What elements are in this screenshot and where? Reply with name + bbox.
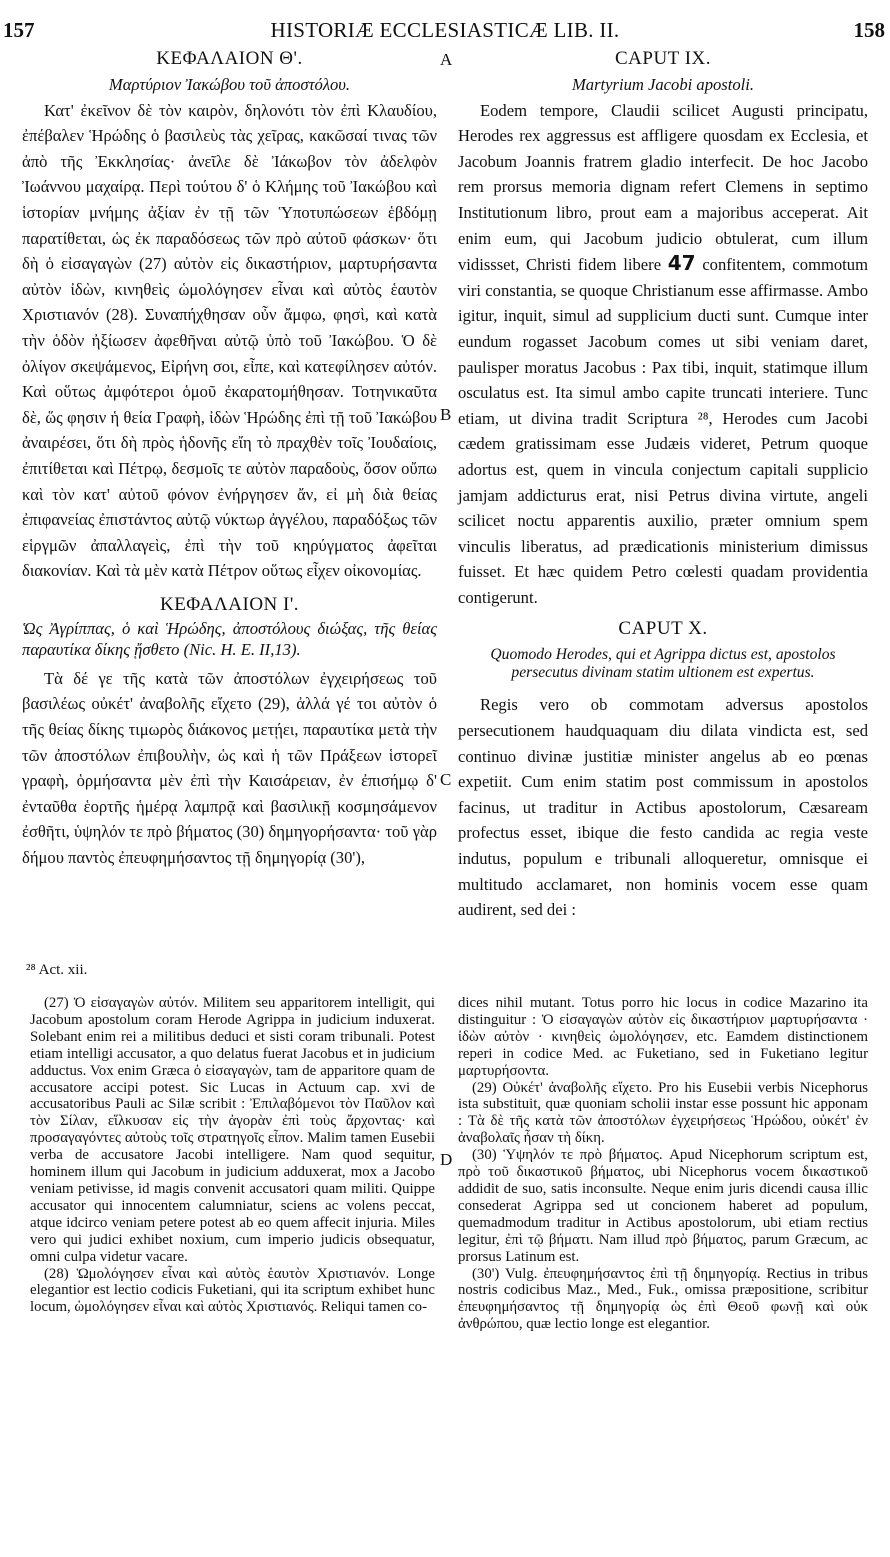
latin-chapter10-title: CAPUT X. [618, 618, 708, 640]
greek-chapter10-text: Τὰ δέ γε τῆς κατὰ τῶν ἀποστόλων ἐγχειρήσεως τοῦ βασιλέως οὐκέτ' ἀναβολῆς εἴχετο (29), ἀλλά γέ τοι αὐτὸν ὁ τῆς θείας δίκης τιμωρὸς διάκονος μετῄει, παραυτίκα μετὰ τὴν τῶν ἀποστόλων ἐπιβουλὴν, ὡς καὶ ἡ τῶν Πράξεων ἱστορεῖ γραφὴ, ὁρμήσαντα μὲν ἐπὶ τὴν Καισάρειαν, ἐν ἐπισήμῳ δ' ἐνταῦθα ἑορτῆς ἡμέρᾳ λαμπρᾷ καὶ βασιλικῇ κοσμησάμενον ἐσθῆτι, ὑψηλόν τε πρὸ βήματος (30) δημηγορήσαντα· τοῦ γὰρ δήμου παντὸς ἐπευφημήσαντος τῇ δημηγορίᾳ (30'), [22, 668, 437, 868]
greek-chapter9-text: Κατ' ἐκεῖνον δὲ τὸν καιρὸν, δηλονότι τὸν ἐπὶ Κλαυδίου, ἐπέβαλεν Ἡρώδης ὁ βασιλεὺς τὰς χεῖρας, κακῶσαί τινας τῶν ἀπὸ τῆς Ἐκκλησίας· ἀνεῖλε δὲ Ἰάκωβον τὸν ἀδελφὸν Ἰωάννου μαχαίρᾳ. Περὶ τούτου δ' ὁ Κλήμης τοῦ Ἰακώβου καὶ ἱστορίαν μνήμης ἀξίαν ἐν τῇ τῶν Ὑποτυπώσεων ἑβδόμῃ παρατίθεται, ὡς ἐκ παραδόσεως τῶν πρὸ αὐτοῦ φάσκων· ὅτι δὴ ὁ εἰσαγαγὼν (27) αὐτὸν εἰς δικαστήριον, μαρτυρήσαντα αὐτὸν ἰδὼν, κινηθεὶς ὡμολόγησεν εἶναι καὶ αὐτὸς ἑαυτὸν Χριστιανόν (28). Συναπήχθησαν οὖν ἄμφω, φησὶ, καὶ κατὰ τὴν ὁδὸν ἠξίωσεν ἀφεθῆναι αὐτῷ ὑπὸ τοῦ Ἰακώβου. Ὁ δὲ ὀλίγον σκεψάμενος, Εἰρήνη σοι, εἶπε, καὶ κατεφίλησεν αὐτόν. Καὶ οὕτως ἀμφότεροι ὁμοῦ ἐκαρατομήθησαν. Τοτηνικαῦτα δὲ, ὥς φησιν ἡ θεία Γραφὴ, ἰδὼν Ἡρώδης ἐπὶ τῇ τοῦ Ἰακώβου ἀναιρέσει, ὅτι δὴ πρὸς ἡδονῆς εἴη τὸ πραχθὲν τοῖς Ἰουδαίοις, ἐπιτίθεται καὶ Πέτρῳ, δεσμοῖς τε αὐτὸν παραδοὺς, ὅσον οὔπω καὶ τὸν κατ' αὐτοῦ φόνον ἐνήργησεν ἄν, εἰ μὴ διὰ θείας ἐπιφανείας ἐπιστάντος αὐτῷ νύκτωρ ἀγγέλου, παραδόξως τῶν εἱργμῶν ἀπαλλαγεὶς, ἐπὶ τὴν τοῦ κηρύγματος ἀφεῖται διακονίαν. Καὶ τὰ μὲν κατὰ Πέτρον οὕτως εἶχεν οἰκονομίας. [22, 100, 437, 581]
latin-column [458, 46, 868, 923]
note-29: (29) Οὐκέτ' ἀναβολῆς εἴχετο. Pro his Eusebii verbis Nicephorus ista substituit, quæ quoniam scholii instar esse possunt hic apponam : Τὰ δὲ τῆς κατὰ τῶν ἀποστόλων ἐγχειρήσεως Ἡρώδου, οὐκέτ' ἐν ἀναβολαῖς ἦσαν τὴ δίκη. [458, 1079, 868, 1147]
greek-chapter10-title: ΚΕΦΑΛΑΙΟΝ Ι'. [159, 593, 300, 615]
greek-chapter10-subtitle: Ὡς Ἀγρίππας, ὁ καὶ Ἡρώδης, ἀποστόλους διώξας, τῆς θείας παραυτίκα δίκης ᾔσθετο (Nic. H. E. II,13). [22, 618, 437, 659]
latin-chapter10-subtitle: Quomodo Herodes, qui et Agrippa dictus est, apostolos persecutus divinam statim ultionem est expertus. [490, 646, 836, 682]
running-title: HISTORIÆ ECCLESIASTICÆ LIB. II. [270, 18, 620, 42]
latin-chapter9-text-a: Eodem tempore, Claudii scilicet Augusti principatu, Herodes rex aggressus est affligere quosdam ex Ecclesia, et Jacobum Joannis fratrem gladio interfecit. De hoc Jacobo rem prorsus memoria dignam refert Clemens in septimo Institutionum libro, prout eam a majoribus acceperat. Ait enim eum, qui Jacobum judicio obtulerat, cum illum vidissset, Christi fidem libere [458, 100, 868, 275]
margin-letter-b: B [440, 405, 452, 424]
note-30: (30) Ὑψηλόν τε πρὸ βήματος. Apud Nicephorum scriptum est, πρὸ τοῦ δικαστικοῦ βήματος, ubi Nicephorus vocem δικαστικοῦ addidit de suo, satis inconsulte. Neque enim juris dicendi causa illic consederat Agrippa sed ut concionem haberet ad populum, quemadmodum traditur in Actibus apostolorum, ubi etiam rectius legitur, ἐπὶ τῷ βήματι. Nam illud πρὸ βήματος, parum Græcum, ac prorsus Latinum est. [458, 1147, 868, 1265]
margin-letter-c: C [440, 770, 452, 789]
notes-right-column [458, 995, 868, 1333]
notes-left-column [30, 995, 435, 1316]
page-marker: 47 [667, 251, 696, 276]
note-28: (28) Ὡμολόγησεν εἶναι καὶ αὐτὸς ἑαυτὸν Χριστιανόν. Longe elegantior est lectio codicis Fuketiani, qui ita scriptum exhibet hunc locum, ὡμολόγησεν εἶναι καὶ αὐτὸς Χριστιανός. Reliqui tamen co- [30, 1265, 435, 1316]
latin-chapter9-text-b: confitentem, commotum viri constantia, se quoque Christianum esse affirmasse. Ambo igitur, inquit, simul ad supplicium ducti sunt. Cumque inter eundum rogasset Jacobum comes ut sibi veniam daret, paulisper moratus Jacobus : Pax tibi, inquit, statimque illum osculatus est. Ita simul ambo capite truncati interiere. Tunc etiam, ut divina tradit Scriptura ²⁸, Herodes cum Jacobi cædem gratissimam esse Judæis videret, Petrum quoque adortus est, quem in vincula conjectum capitali supplicio jamjam addicturus erat, nisi Petrus divina virtute, angeli scilicet noctu apparentis auxilio, præter omnium spem vinculis liberatus, ad prædicationis ministerium dimissus fuisset. Et hæc quidem Petro cœlesti quadam providentia contigerunt. [458, 255, 868, 607]
margin-letter-d: D [440, 1150, 453, 1169]
greek-column [22, 46, 437, 871]
page-number-left: 157 [3, 18, 35, 42]
note-28-continued: dices nihil mutant. Totus porro hic locus in codice Mazarino ita distinguitur : Ὁ εἰσαγαγὼν αὐτὸν εἰς δικαστήριον μαρτυρήσαντα · ἰδὼν αὐτὸν · κινηθεὶς ὡμολόγησεν, etc. Eamdem distinctionem reperi in codice Med. ac Fuketiano, sed in Fuketiano legitur μαρτυρήσοντα. [458, 995, 868, 1079]
note-30-prime: (30') Vulg. ἐπευφημήσαντος ἐπὶ τῇ δημηγορίᾳ. Rectius in tribus nostris codicibus Maz., Med., Fuk., omissa præpositione, scribitur ἐπευφημήσαντος τῇ δημηγορίᾳ ὡς ἐπὶ Θεοῦ φωνῇ καὶ οὐκ ἀνθρώπου, quæ lectio longe est elegantior. [458, 1265, 868, 1333]
latin-chapter10-text: Regis vero ob commotam adversus apostolos persecutionem haudquaquam diu dilata vindicta est, sed continuo divinæ justitiæ minister angelus ab eo pœnas expetiit. Cum enim statim post commissum in apostolos facinus, ut traditur in Actibus apostolorum, Cæsaream profectus esset, ibique die festo candida ac regia veste indutus, populum e tribunali alloqueretur, omnisque ei multitudo acclamaret, non hominis vocem esse quam audirent, sed dei : [458, 695, 868, 920]
latin-chapter9-title: CAPUT IX. [615, 48, 711, 69]
page-number-right: 158 [853, 18, 885, 42]
latin-chapter9-text [458, 98, 868, 611]
greek-chapter9-subtitle: Μαρτύριον Ἰακώβου τοῦ ἀποστόλου. [108, 75, 351, 94]
greek-chapter9-title: ΚΕΦΑΛΑΙΟΝ Θ'. [156, 48, 303, 69]
latin-chapter9-subtitle: Martyrium Jacobi apostoli. [571, 75, 755, 94]
footnote: ²⁸ Act. xii. [26, 962, 88, 978]
note-27: (27) Ὁ εἰσαγαγὼν αὐτόν. Militem seu apparitorem intelligit, qui Jacobum apostolum coram Herode Agrippa in judicium induxerat. Solebant enim rei a militibus deduci et sisti coram tribunali. Potest etiam intelligi accusator, a quo delatus fuerat Jacobus et in judicium adductus. Vox enim Græca ὁ εἰσαγαγὼν, tam de apparitore quam de accusatore accipi potest. Sic Lucas in Actuum cap. xvi de accusatoribus Pauli ac Silæ scribit : Ἐπιλαβόμενοι τὸν Παῦλον καὶ τὸν Σίλαν, εἵλκυσαν εἰς τὴν ἀγορὰν ἐπὶ τοὺς ἄρχοντας· καὶ προσαγαγόντες αὐτοὺς τοῖς στρατηγοῖς εἶπον. Malim tamen Eusebii verba de accusatore Jacobi intelligere. Nam quod sequitur, hominem illum qui Jacobum in judicium adduxerat, mox a Jacobo veniam petivisse, id magis convenit accusatori quam militi. Quippe accusator qui innocentem calumniatur, sciens ac volens peccat, atque idcirco veniam petere potest ab eo quem affecit injuria. Miles vero qui judici exhibet noxium, cum imperio judicis obsequatur, omni culpa videtur vacare. [30, 995, 435, 1265]
margin-letter-a: A [440, 50, 453, 69]
